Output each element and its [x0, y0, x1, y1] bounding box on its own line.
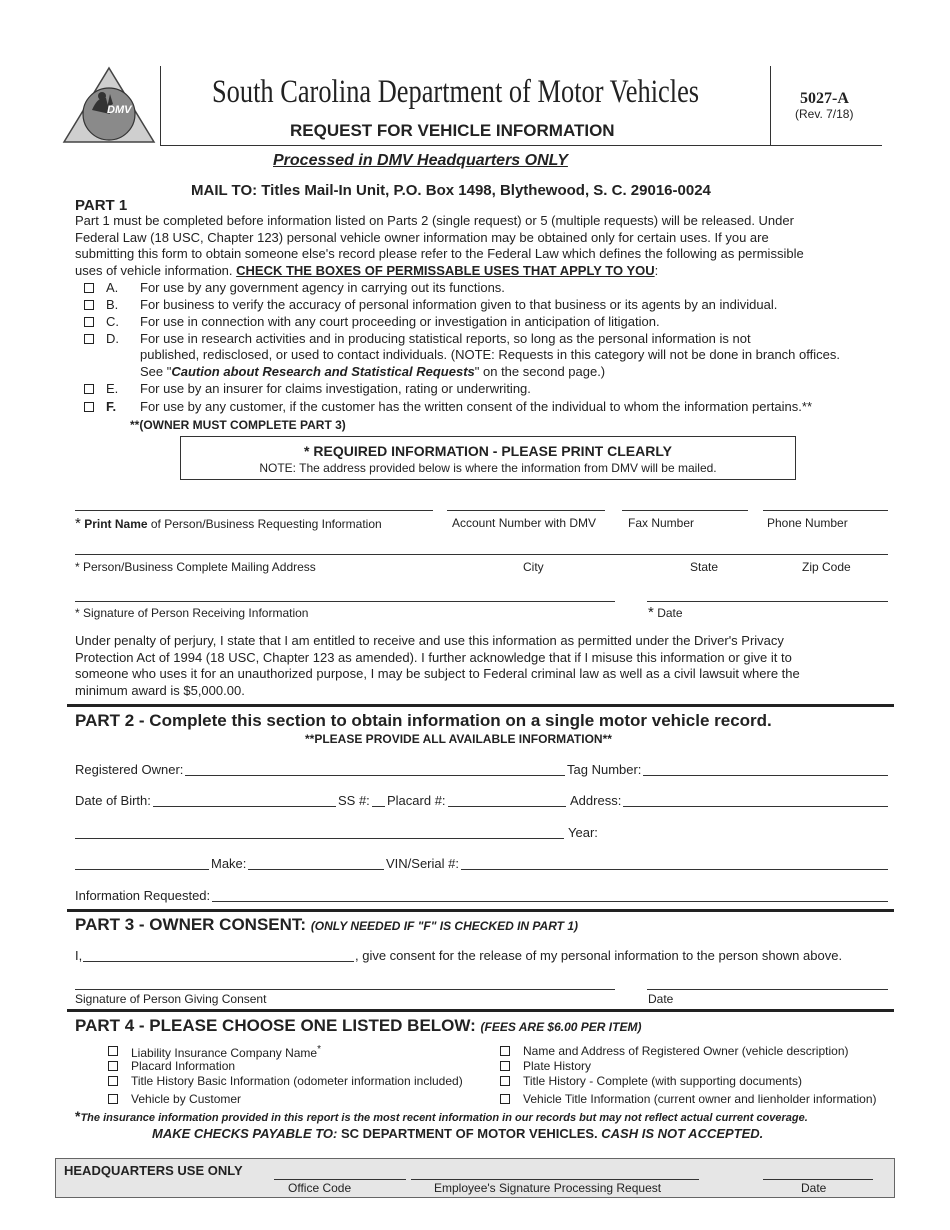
receiver-signature-field[interactable]	[75, 601, 615, 602]
option-letter: F.	[106, 399, 117, 414]
checks-payable-note	[152, 1126, 763, 1141]
insurance-footnote	[75, 1108, 808, 1124]
part1-intro-last	[75, 263, 658, 280]
phone-number-label: Phone Number	[767, 516, 848, 530]
processed-note: Processed in DMV Headquarters ONLY	[273, 152, 568, 169]
option-letter: C.	[106, 314, 119, 329]
option-text: For use by any government agency in carrying out its functions.	[140, 280, 505, 295]
cash-not-accepted: CASH IS NOT ACCEPTED.	[601, 1126, 764, 1141]
consent-date-field[interactable]	[647, 989, 888, 990]
footnote-text: The insurance information provided in this report is the most recent information in our records but may not reflect actual current coverage.	[80, 1112, 808, 1124]
title-history-complete-checkbox[interactable]	[500, 1076, 510, 1086]
state-label: State	[690, 560, 719, 574]
see-text: See "	[140, 364, 172, 379]
part1-intro-line: submitting this form to obtain someone else's record please refer to the Federal Law which defines the following as permissible	[75, 246, 804, 261]
placard-info-checkbox[interactable]	[108, 1061, 118, 1071]
hq-date-label: Date	[801, 1181, 827, 1195]
option-letter: E.	[106, 381, 119, 396]
part1-intro-line: Part 1 must be completed before information listed on Parts 2 (single request) or 5 (multiple requests) will be released. Under	[75, 213, 794, 228]
print-name-bold: Print Name	[84, 517, 148, 531]
option-e-checkbox[interactable]	[84, 384, 94, 394]
consent-prefix: I,	[75, 948, 83, 963]
option-text: Plate History	[523, 1059, 592, 1073]
option-text: Vehicle Title Information (current owner and lienholder information)	[523, 1092, 877, 1106]
option-text: For business to verify the accuracy of personal information given to that business or its agents by an individual.	[140, 297, 778, 312]
office-code-label: Office Code	[288, 1181, 352, 1195]
address-line2-field[interactable]	[75, 838, 564, 839]
consent-signature-field[interactable]	[75, 989, 615, 990]
print-name-field[interactable]	[75, 510, 433, 511]
headquarters-title: HEADQUARTERS USE ONLY	[64, 1163, 243, 1178]
dob-field[interactable]	[75, 806, 888, 807]
required-info-box	[180, 436, 796, 480]
option-text: For use by an insurer for claims investigation, rating or underwriting.	[140, 381, 531, 396]
option-c-checkbox[interactable]	[84, 317, 94, 327]
option-text: For use in connection with any court proceeding or investigation in anticipation of litigation.	[140, 314, 660, 329]
required-info-note: NOTE: The address provided below is where the information from DMV will be mailed.	[259, 461, 717, 475]
consent-signature-label: Signature of Person Giving Consent	[75, 992, 267, 1006]
part4-fees-note: (FEES ARE $6.00 PER ITEM)	[480, 1020, 642, 1034]
make-label: Make:	[211, 856, 247, 871]
year-label: Year:	[568, 825, 598, 840]
perjury-line: minimum award is $5,000.00.	[75, 683, 245, 698]
perjury-line: someone who uses it for an unauthorized purpose, I may be subject to Federal criminal law as well as a civil lawsuit where the	[75, 666, 800, 681]
tag-number-label: Tag Number:	[567, 762, 642, 777]
fax-number-field[interactable]	[622, 510, 748, 511]
city-label: City	[523, 560, 544, 574]
employee-signature-field[interactable]	[411, 1179, 699, 1180]
headquarters-box	[55, 1158, 895, 1198]
info-requested-label: Information Requested:	[75, 888, 211, 903]
option-text: Title History - Complete (with supporting documents)	[523, 1074, 802, 1088]
checks-prefix: MAKE CHECKS PAYABLE TO:	[152, 1126, 341, 1141]
required-star: *	[75, 515, 81, 532]
address-label: Address:	[566, 793, 623, 808]
account-number-field[interactable]	[447, 510, 605, 511]
part2-heading: PART 2 - Complete this section to obtain information on a single motor vehicle record.	[75, 711, 772, 730]
date-text: Date	[657, 606, 683, 620]
part4-heading	[75, 1016, 641, 1036]
make-vin-field[interactable]	[75, 869, 888, 870]
intro-text: uses of vehicle information.	[75, 263, 237, 278]
consent-date-label: Date	[648, 992, 674, 1006]
caution-reference: Caution about Research and Statistical Requests	[171, 364, 475, 379]
perjury-line: Protection Act of 1994 (18 USC, Chapter 123 as amended). I further acknowledge that if I misuse this information or give it to	[75, 650, 792, 665]
checks-payee: SC DEPARTMENT OF MOTOR VEHICLES.	[341, 1126, 602, 1141]
receiver-date-label	[648, 604, 683, 621]
receiver-date-field[interactable]	[647, 601, 888, 602]
owner-name-address-checkbox[interactable]	[500, 1046, 510, 1056]
option-letter: B.	[106, 297, 119, 312]
option-text	[140, 364, 605, 379]
option-label: Liability Insurance Company Name	[131, 1046, 318, 1060]
check-boxes-instruction: CHECK THE BOXES OF PERMISSABLE USES THAT APPLY TO YOU	[236, 263, 655, 278]
option-text: Title History Basic Information (odometer information included)	[131, 1074, 463, 1088]
vehicle-by-customer-checkbox[interactable]	[108, 1094, 118, 1104]
account-number-label: Account Number with DMV	[452, 516, 597, 530]
form-revision: (Rev. 7/18)	[795, 107, 854, 121]
option-text: For use by any customer, if the customer has the written consent of the individual to whom the information pertains.**	[140, 399, 813, 414]
mailing-address-label: * Person/Business Complete Mailing Address	[75, 560, 316, 574]
fax-number-label: Fax Number	[628, 516, 695, 530]
option-text: Placard Information	[131, 1059, 236, 1073]
zip-code-label: Zip Code	[802, 560, 851, 574]
department-name: South Carolina Department of Motor Vehicles	[212, 74, 700, 110]
dob-label: Date of Birth:	[75, 793, 151, 808]
print-name-label	[75, 515, 382, 532]
intro-colon: :	[654, 263, 659, 278]
option-text: For use in research activities and in producing statistical reports, so long as the personal information is not	[140, 331, 751, 346]
required-star: *	[648, 604, 654, 621]
part1-heading: PART 1	[75, 197, 128, 214]
see-suffix: " on the second page.)	[474, 364, 606, 379]
consent-name-field[interactable]	[83, 961, 354, 962]
print-name-rest: of Person/Business Requesting Information	[147, 517, 382, 531]
option-letter: A.	[106, 280, 119, 295]
mail-to-address: MAIL TO: Titles Mail-In Unit, P.O. Box 1498, Blythewood, S. C. 29016-0024	[191, 182, 711, 199]
phone-number-field[interactable]	[763, 510, 888, 511]
placard-label: Placard #:	[387, 793, 446, 808]
title-history-basic-checkbox[interactable]	[108, 1076, 118, 1086]
plate-history-checkbox[interactable]	[500, 1061, 510, 1071]
option-b-checkbox[interactable]	[84, 300, 94, 310]
option-f-checkbox[interactable]	[84, 402, 94, 412]
form-number: 5027-A	[800, 90, 849, 107]
liability-insurance-checkbox[interactable]	[108, 1046, 118, 1056]
consent-text: , give consent for the release of my personal information to the person shown above.	[355, 948, 843, 963]
office-code-field[interactable]	[274, 1179, 406, 1180]
part2-subheading: **PLEASE PROVIDE ALL AVAILABLE INFORMATION**	[305, 732, 612, 746]
required-star: *	[317, 1044, 321, 1055]
form-title: REQUEST FOR VEHICLE INFORMATION	[290, 121, 615, 140]
option-letter: D.	[106, 331, 119, 346]
part3-note: (ONLY NEEDED IF "F" IS CHECKED IN PART 1)	[310, 919, 578, 933]
mailing-address-field[interactable]	[75, 554, 888, 555]
owner-must-complete-note: **(OWNER MUST COMPLETE PART 3)	[130, 418, 346, 432]
vehicle-title-info-checkbox[interactable]	[500, 1094, 510, 1104]
required-info-title: * REQUIRED INFORMATION - PLEASE PRINT CLEARLY	[304, 443, 672, 459]
option-d-checkbox[interactable]	[84, 334, 94, 344]
vin-label: VIN/Serial #:	[386, 856, 459, 871]
footnote-star: *	[75, 1108, 81, 1124]
part3-heading	[75, 915, 578, 935]
hq-date-field[interactable]	[763, 1179, 873, 1180]
registered-owner-field[interactable]	[75, 775, 888, 776]
option-text: Vehicle by Customer	[131, 1092, 242, 1106]
option-text: Name and Address of Registered Owner (vehicle description)	[523, 1044, 849, 1058]
part1-intro-line: Federal Law (18 USC, Chapter 123) personal vehicle owner information may be obtained only for certain uses. If you are	[75, 230, 769, 245]
ss-label: SS #:	[338, 793, 370, 808]
employee-signature-label: Employee's Signature Processing Request	[434, 1181, 662, 1195]
part4-title: PART 4 - PLEASE CHOOSE ONE LISTED BELOW:	[75, 1016, 481, 1035]
part3-title: PART 3 - OWNER CONSENT:	[75, 915, 311, 934]
option-text: published, redisclosed, or used to contact individuals. (NOTE: Requests in this category will not be done in branch offices.	[140, 347, 840, 362]
option-text	[131, 1044, 321, 1060]
registered-owner-label: Registered Owner:	[75, 762, 184, 777]
receiver-signature-label: * Signature of Person Receiving Information	[75, 606, 309, 620]
option-a-checkbox[interactable]	[84, 283, 94, 293]
perjury-line: Under penalty of perjury, I state that I am entitled to receive and use this information as permitted under the Driver's Privacy	[75, 633, 784, 648]
logo-text: DMV	[107, 104, 132, 116]
dmv-logo	[62, 66, 156, 146]
